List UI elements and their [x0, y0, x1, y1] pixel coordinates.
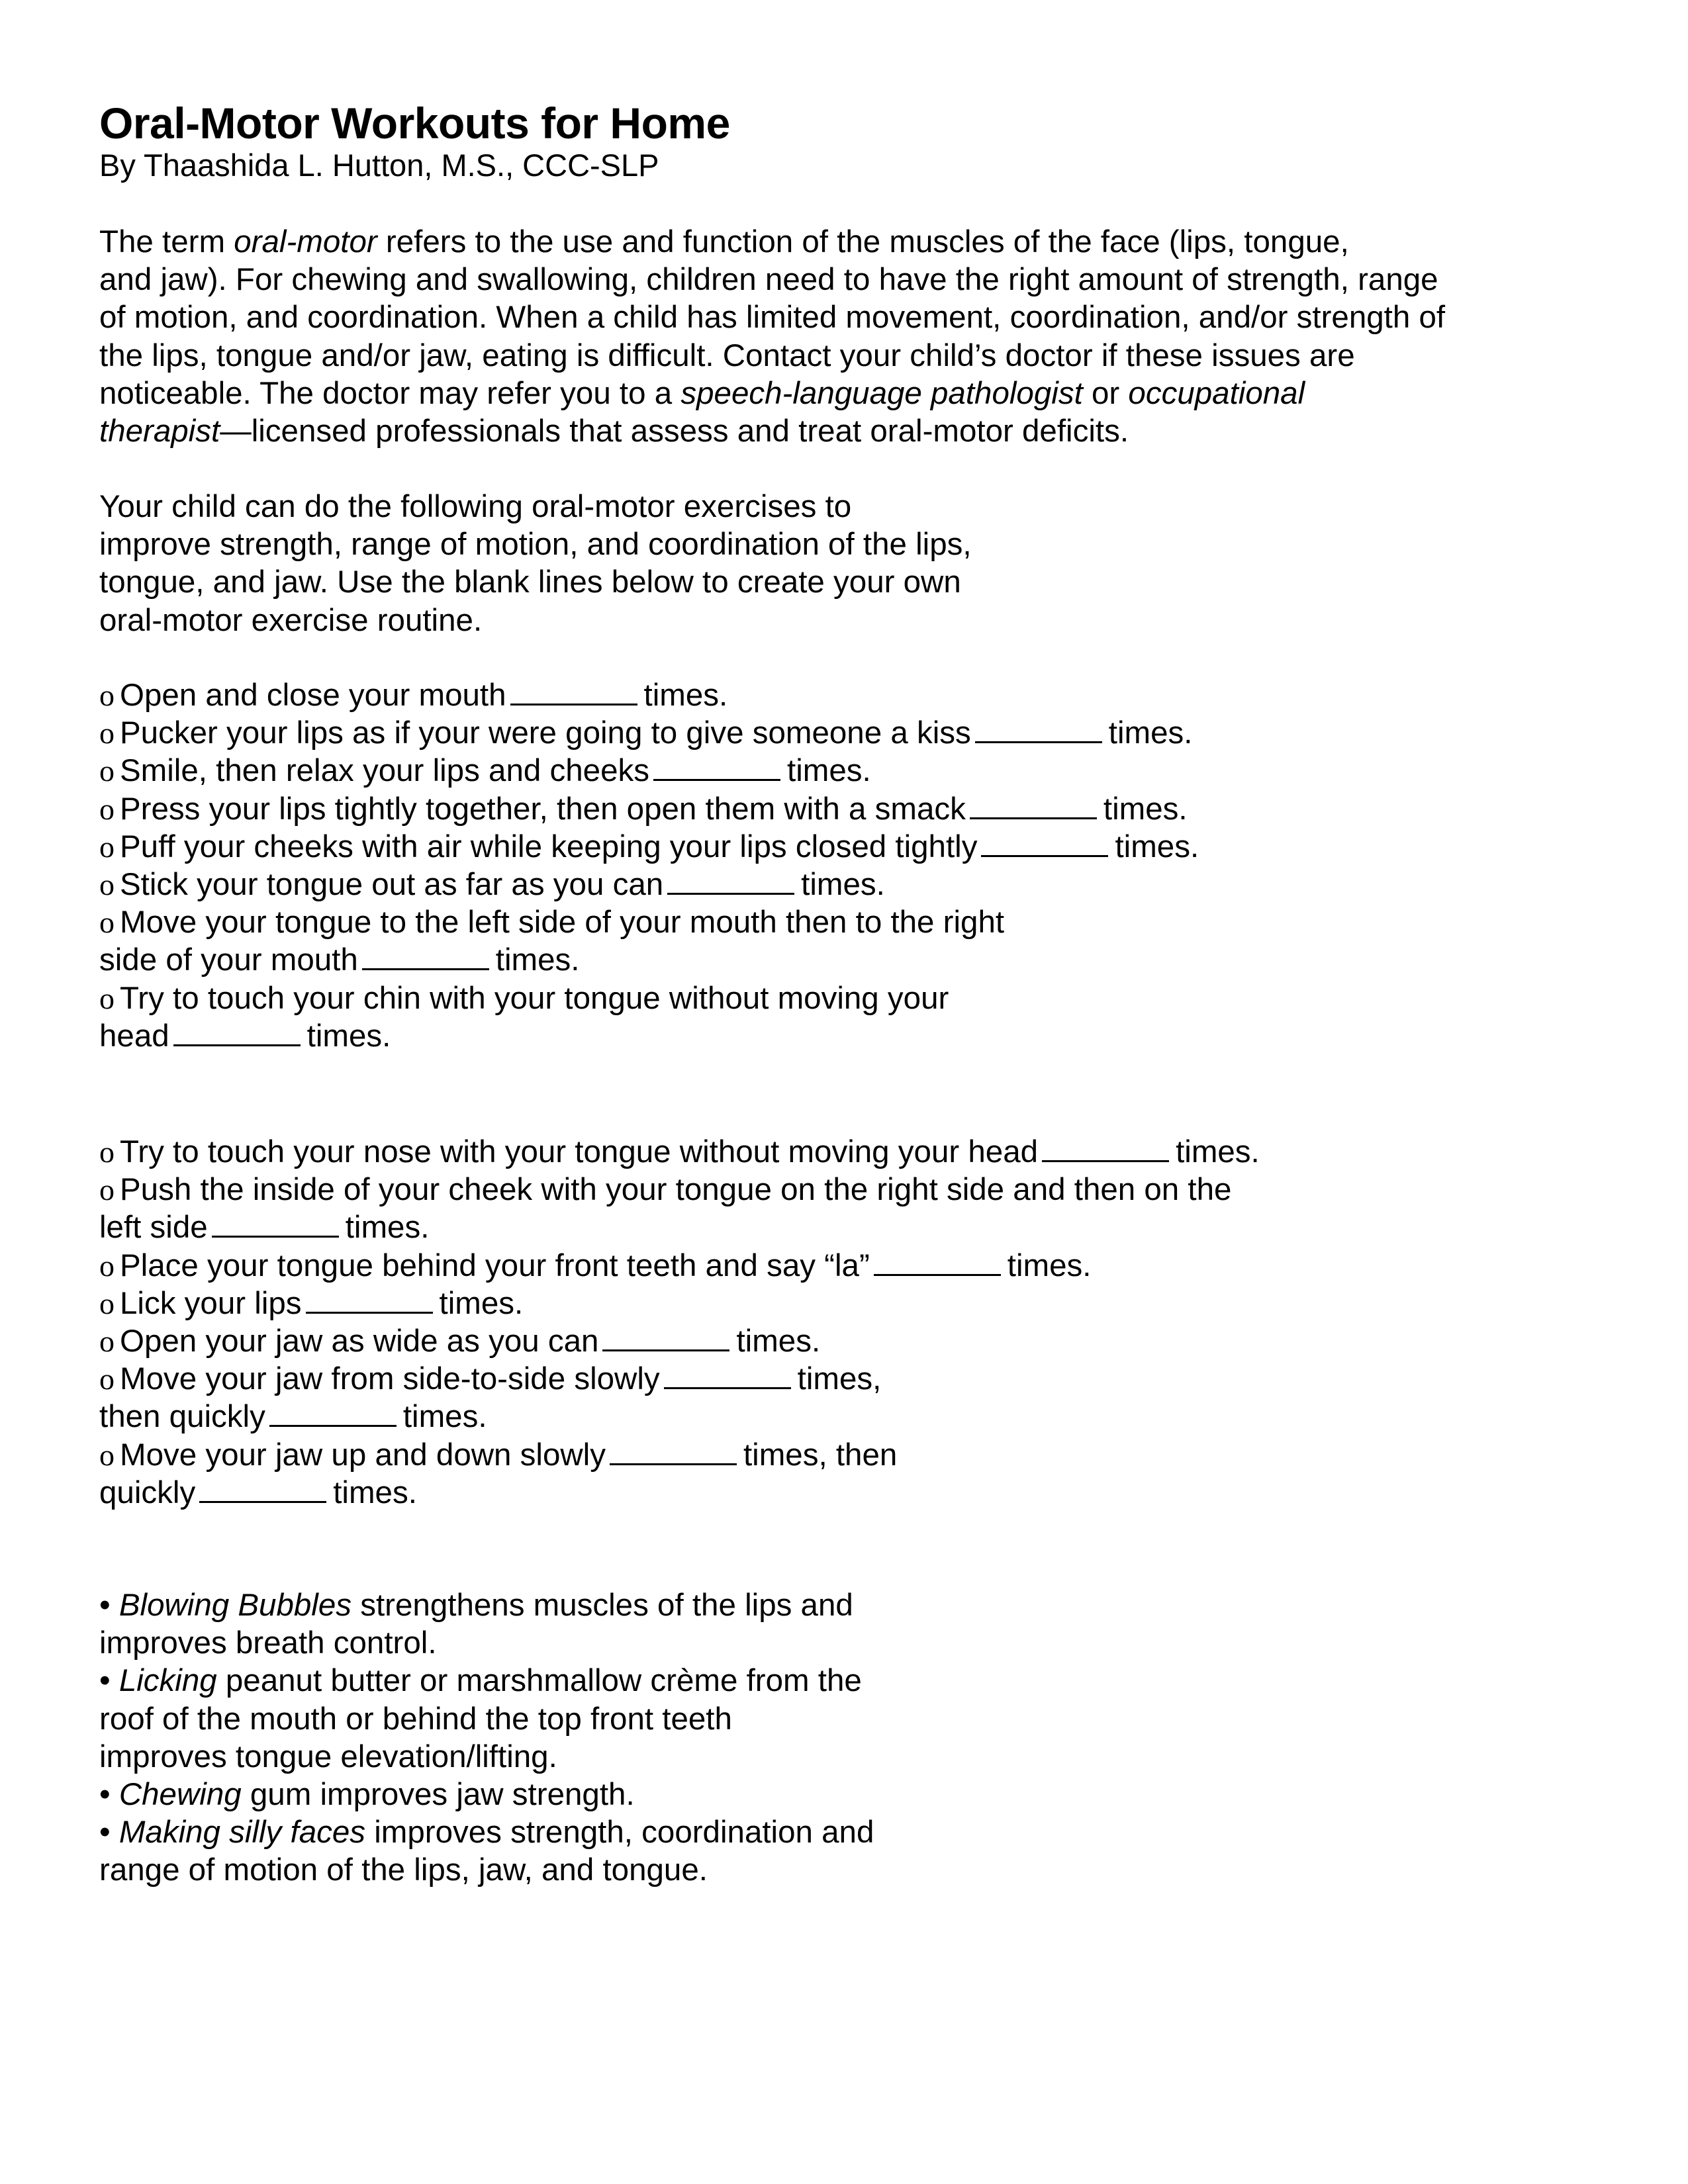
intro-line: the lips, tongue and/or jaw, eating is difficult. Contact your child’s doctor if these issues are: [99, 338, 1355, 373]
exercise-text: Move your jaw up and down slowly: [120, 1437, 606, 1473]
fill-in-blank[interactable]: [970, 817, 1097, 819]
exercise-text: left side: [99, 1210, 208, 1246]
fill-in-blank[interactable]: [362, 968, 489, 970]
exercise-text: then quickly: [99, 1399, 265, 1435]
times-label: times.: [801, 867, 885, 903]
times-label: times.: [1103, 791, 1188, 827]
tip-item: [99, 1813, 874, 1889]
exercise-line: [99, 903, 1199, 941]
checkbox-bullet-icon: o: [99, 792, 115, 826]
exercise-item: [99, 1322, 1260, 1360]
emphasis-term: oral-motor: [234, 224, 377, 259]
times-label: times.: [306, 1018, 391, 1054]
tip-line: improves tongue elevation/lifting.: [99, 1739, 557, 1774]
tip-line: [99, 1662, 874, 1700]
tip-activity: Making silly faces: [118, 1815, 366, 1850]
bullet-icon: •: [99, 1588, 119, 1623]
exercise-line: [99, 941, 1199, 979]
exercise-text: Press your lips tightly together, then open them with a smack: [120, 791, 966, 827]
bullet-icon: •: [99, 1815, 119, 1850]
checkbox-bullet-icon: o: [99, 1248, 115, 1283]
exercise-text: Open your jaw as wide as you can: [120, 1324, 599, 1359]
exercise-item: [99, 676, 1199, 714]
fill-in-blank[interactable]: [975, 741, 1102, 743]
intro-line: [99, 223, 1445, 261]
intro-paragraph: [99, 223, 1445, 450]
exercise-text: Lick your lips: [120, 1285, 302, 1321]
tip-text: strengthens muscles of the lips and: [352, 1588, 853, 1623]
checkbox-bullet-icon: o: [99, 1362, 115, 1396]
bullet-icon: •: [99, 1777, 119, 1813]
checkbox-bullet-icon: o: [99, 1286, 115, 1320]
author-byline: By Thaashida L. Hutton, M.S., CCC-SLP: [99, 148, 659, 183]
tip-activity: Chewing: [118, 1777, 242, 1813]
fill-in-blank[interactable]: [653, 778, 780, 781]
exercise-line: [99, 1360, 1260, 1398]
instructions-line: improve strength, range of motion, and coordination of the lips,: [99, 527, 972, 563]
exercise-item: [99, 1285, 1260, 1322]
exercise-line: [99, 828, 1199, 866]
fill-in-blank[interactable]: [664, 1387, 791, 1389]
intro-line: [99, 412, 1445, 450]
exercise-text: side of your mouth: [99, 942, 358, 978]
exercise-text: Try to touch your chin with your tongue without moving your: [120, 980, 949, 1016]
times-label: times.: [402, 1399, 487, 1435]
times-label: times.: [643, 678, 728, 713]
times-label: times.: [1115, 829, 1199, 864]
times-label: times.: [439, 1285, 524, 1321]
tip-activity: Blowing Bubbles: [118, 1588, 352, 1623]
exercise-line: [99, 1171, 1260, 1208]
exercise-list-1: [99, 676, 1199, 1055]
checkbox-bullet-icon: o: [99, 754, 115, 788]
exercise-text: Move your tongue to the left side of your mouth then to the right: [120, 905, 1005, 940]
exercise-item: [99, 828, 1199, 866]
exercise-line: [99, 714, 1199, 752]
exercise-line: [99, 1474, 1260, 1512]
checkbox-bullet-icon: o: [99, 868, 115, 902]
checkbox-bullet-icon: o: [99, 981, 115, 1015]
times-label: times,: [797, 1361, 882, 1397]
text: The term: [99, 224, 234, 259]
exercise-item: [99, 790, 1199, 828]
tip-line: [99, 1813, 874, 1851]
tip-item: [99, 1662, 874, 1776]
fill-in-blank[interactable]: [173, 1044, 301, 1046]
exercise-text: head: [99, 1018, 169, 1054]
tip-item: [99, 1776, 874, 1813]
times-label: times, then: [743, 1437, 898, 1473]
instructions-line: tongue, and jaw. Use the blank lines below to create your own: [99, 565, 961, 600]
exercise-item: [99, 1171, 1260, 1246]
intro-line: and jaw). For chewing and swallowing, children need to have the right amount of strength, range: [99, 262, 1438, 298]
tip-text: improves strength, coordination and: [365, 1815, 874, 1850]
checkbox-bullet-icon: o: [99, 1135, 115, 1169]
tips-list: [99, 1586, 874, 1889]
exercise-line: [99, 1322, 1260, 1360]
exercise-item: [99, 979, 1199, 1055]
tip-item: [99, 1586, 874, 1662]
exercise-item: [99, 1247, 1260, 1285]
exercise-line: [99, 752, 1199, 790]
times-label: times.: [1176, 1134, 1260, 1169]
intro-line: [99, 375, 1445, 412]
fill-in-blank[interactable]: [1042, 1160, 1169, 1162]
exercise-text: Try to touch your nose with your tongue without moving your head: [120, 1134, 1039, 1169]
exercise-text: Open and close your mouth: [120, 678, 506, 713]
exercise-line: [99, 676, 1199, 714]
exercise-line: [99, 1017, 1199, 1055]
instructions-paragraph: [99, 488, 972, 639]
exercise-text: Stick your tongue out as far as you can: [120, 867, 664, 903]
fill-in-blank[interactable]: [610, 1463, 737, 1465]
exercise-item: [99, 1360, 1260, 1435]
fill-in-blank[interactable]: [981, 854, 1108, 857]
checkbox-bullet-icon: o: [99, 1324, 115, 1359]
exercise-item: [99, 714, 1199, 752]
text: refers to the use and function of the muscles of the face (lips, tongue,: [377, 224, 1349, 259]
tip-text: peanut butter or marshmallow crème from the: [216, 1663, 862, 1699]
exercise-item: [99, 752, 1199, 790]
emphasis-term: speech-language pathologist: [680, 375, 1083, 411]
fill-in-blank[interactable]: [306, 1311, 433, 1314]
exercise-item: [99, 1436, 1260, 1512]
exercise-line: [99, 1398, 1260, 1435]
checkbox-bullet-icon: o: [99, 716, 115, 751]
fill-in-blank[interactable]: [602, 1349, 729, 1351]
fill-in-blank[interactable]: [874, 1273, 1001, 1276]
tip-line: improves breath control.: [99, 1625, 437, 1661]
times-label: times.: [736, 1324, 821, 1359]
times-label: times.: [787, 753, 871, 789]
exercise-line: [99, 1208, 1260, 1246]
checkbox-bullet-icon: o: [99, 829, 115, 864]
document-title: Oral-Motor Workouts for Home: [99, 99, 730, 148]
instructions-line: oral-motor exercise routine.: [99, 602, 483, 638]
fill-in-blank[interactable]: [269, 1424, 397, 1427]
exercise-line: [99, 866, 1199, 903]
exercise-text: Place your tongue behind your front teeth and say “la”: [120, 1248, 870, 1283]
times-label: times.: [1108, 715, 1193, 751]
text: —licensed professionals that assess and treat oral-motor deficits.: [220, 414, 1129, 449]
fill-in-blank[interactable]: [199, 1500, 326, 1503]
exercise-line: [99, 1436, 1260, 1474]
exercise-line: [99, 1133, 1260, 1171]
text: or: [1082, 375, 1129, 411]
exercise-text: quickly: [99, 1475, 196, 1510]
exercise-line: [99, 1285, 1260, 1322]
checkbox-bullet-icon: o: [99, 905, 115, 940]
exercise-line: [99, 790, 1199, 828]
exercise-text: Pucker your lips as if your were going to give someone a kiss: [120, 715, 971, 751]
fill-in-blank[interactable]: [510, 703, 637, 705]
fill-in-blank[interactable]: [212, 1235, 339, 1238]
bullet-icon: •: [99, 1663, 119, 1699]
fill-in-blank[interactable]: [667, 892, 794, 895]
exercise-list-2: [99, 1133, 1260, 1512]
exercise-line: [99, 1247, 1260, 1285]
exercise-item: [99, 903, 1199, 979]
exercise-text: Smile, then relax your lips and cheeks: [120, 753, 649, 789]
exercise-line: [99, 979, 1199, 1017]
emphasis-term: therapist: [99, 414, 220, 449]
emphasis-term: occupational: [1128, 375, 1305, 411]
exercise-item: [99, 1133, 1260, 1171]
tip-line: range of motion of the lips, jaw, and tongue.: [99, 1852, 708, 1888]
instructions-line: Your child can do the following oral-motor exercises to: [99, 489, 852, 524]
times-label: times.: [1007, 1248, 1092, 1283]
times-label: times.: [345, 1210, 430, 1246]
tip-line: [99, 1586, 874, 1624]
exercise-text: Puff your cheeks with air while keeping your lips closed tightly: [120, 829, 978, 864]
tip-activity: Licking: [118, 1663, 217, 1699]
text: noticeable. The doctor may refer you to a: [99, 375, 681, 411]
tip-line: roof of the mouth or behind the top front teeth: [99, 1701, 732, 1737]
times-label: times.: [495, 942, 580, 978]
checkbox-bullet-icon: o: [99, 1173, 115, 1207]
times-label: times.: [333, 1475, 417, 1510]
exercise-text: Push the inside of your cheek with your tongue on the right side and then on the: [120, 1172, 1232, 1208]
checkbox-bullet-icon: o: [99, 678, 115, 712]
checkbox-bullet-icon: o: [99, 1437, 115, 1472]
exercise-text: Move your jaw from side-to-side slowly: [120, 1361, 660, 1397]
exercise-item: [99, 866, 1199, 903]
tip-line: [99, 1776, 874, 1813]
tip-text: gum improves jaw strength.: [241, 1777, 635, 1813]
intro-line: of motion, and coordination. When a child has limited movement, coordination, and/or strength of: [99, 300, 1446, 336]
